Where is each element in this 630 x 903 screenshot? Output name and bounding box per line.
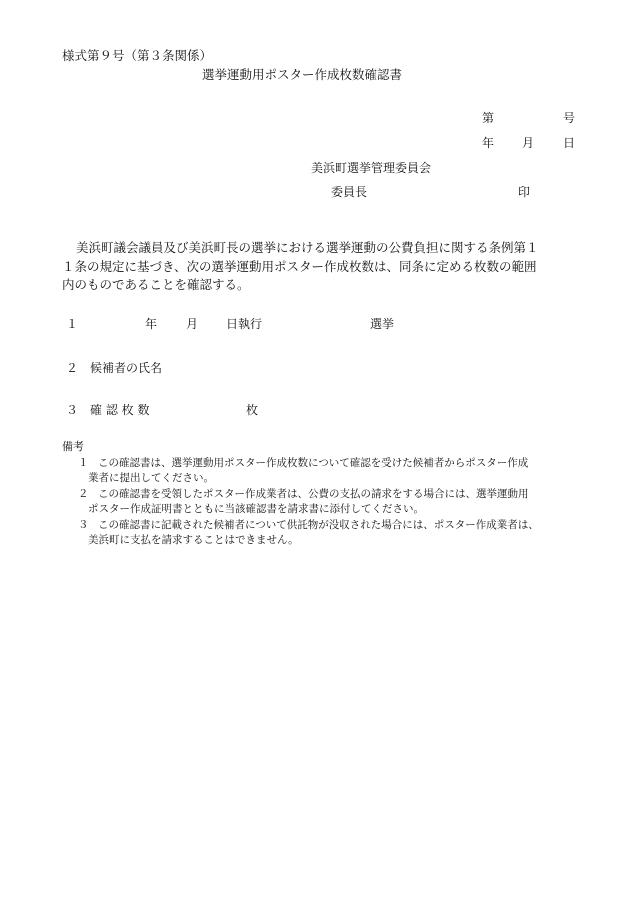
note-item bbox=[78, 456, 598, 486]
item1-day-executed-label: 日執行 bbox=[226, 317, 263, 331]
note-number: ３ bbox=[78, 519, 89, 531]
note-text: この確認書は、選挙運動用ポスター作成枚数について確認を受けた候補者からポスター作成 bbox=[98, 457, 529, 469]
note-item bbox=[78, 487, 598, 517]
item1-election-label: 選挙 bbox=[370, 317, 395, 331]
item1-year-label: 年 bbox=[145, 317, 158, 331]
seal-mark: 印 bbox=[518, 185, 531, 199]
body-line: 内のものであることを確認する。 bbox=[62, 277, 250, 292]
confirmed-count-label: 確 認 枚 数 bbox=[90, 403, 150, 417]
notes-title: 備考 bbox=[62, 440, 84, 453]
date-day-label: 日 bbox=[563, 136, 576, 150]
issuer-position: 委員長 bbox=[331, 185, 368, 199]
note-text: ポスター作成証明書とともに当該確認書を請求書に添付してください。 bbox=[88, 503, 424, 515]
count-unit-label: 枚 bbox=[246, 403, 259, 417]
item-number: １ bbox=[66, 317, 79, 331]
note-item bbox=[78, 518, 598, 548]
note-text: 業者に提出してください。 bbox=[88, 472, 214, 484]
note-text: この確認書に記載された候補者について供託物が没収された場合には、ポスター作成業者は、 bbox=[98, 519, 539, 531]
item1-month-label: 月 bbox=[186, 317, 199, 331]
candidate-name-label: 候補者の氏名 bbox=[90, 361, 163, 375]
note-number: １ bbox=[78, 457, 89, 469]
issuer-organization: 美浜町選挙管理委員会 bbox=[311, 161, 432, 175]
body-line: 美浜町議会議員及び美浜町長の選挙における選挙運動の公費負担に関する条例第１ bbox=[76, 240, 539, 255]
body-line: １条の規定に基づき、次の選挙運動用ポスター作成枚数は、同条に定める枚数の範囲 bbox=[62, 258, 537, 274]
note-number: ２ bbox=[78, 488, 89, 500]
document-title: 選挙運動用ポスター作成枚数確認書 bbox=[202, 67, 403, 82]
form-number: 様式第９号（第３条関係） bbox=[62, 48, 213, 63]
date-month-label: 月 bbox=[522, 136, 535, 150]
note-text: 美浜町に支払を請求することはできません。 bbox=[88, 534, 299, 546]
ref-go: 号 bbox=[563, 111, 576, 125]
ref-dai: 第 bbox=[482, 111, 495, 125]
date-year-label: 年 bbox=[482, 136, 495, 150]
note-text: この確認書を受領したポスター作成業者は、公費の支払の請求をする場合には、選挙運動用 bbox=[98, 488, 529, 500]
item-number: ３ bbox=[66, 403, 79, 417]
item-number: ２ bbox=[66, 361, 79, 375]
body-paragraph bbox=[62, 239, 582, 295]
